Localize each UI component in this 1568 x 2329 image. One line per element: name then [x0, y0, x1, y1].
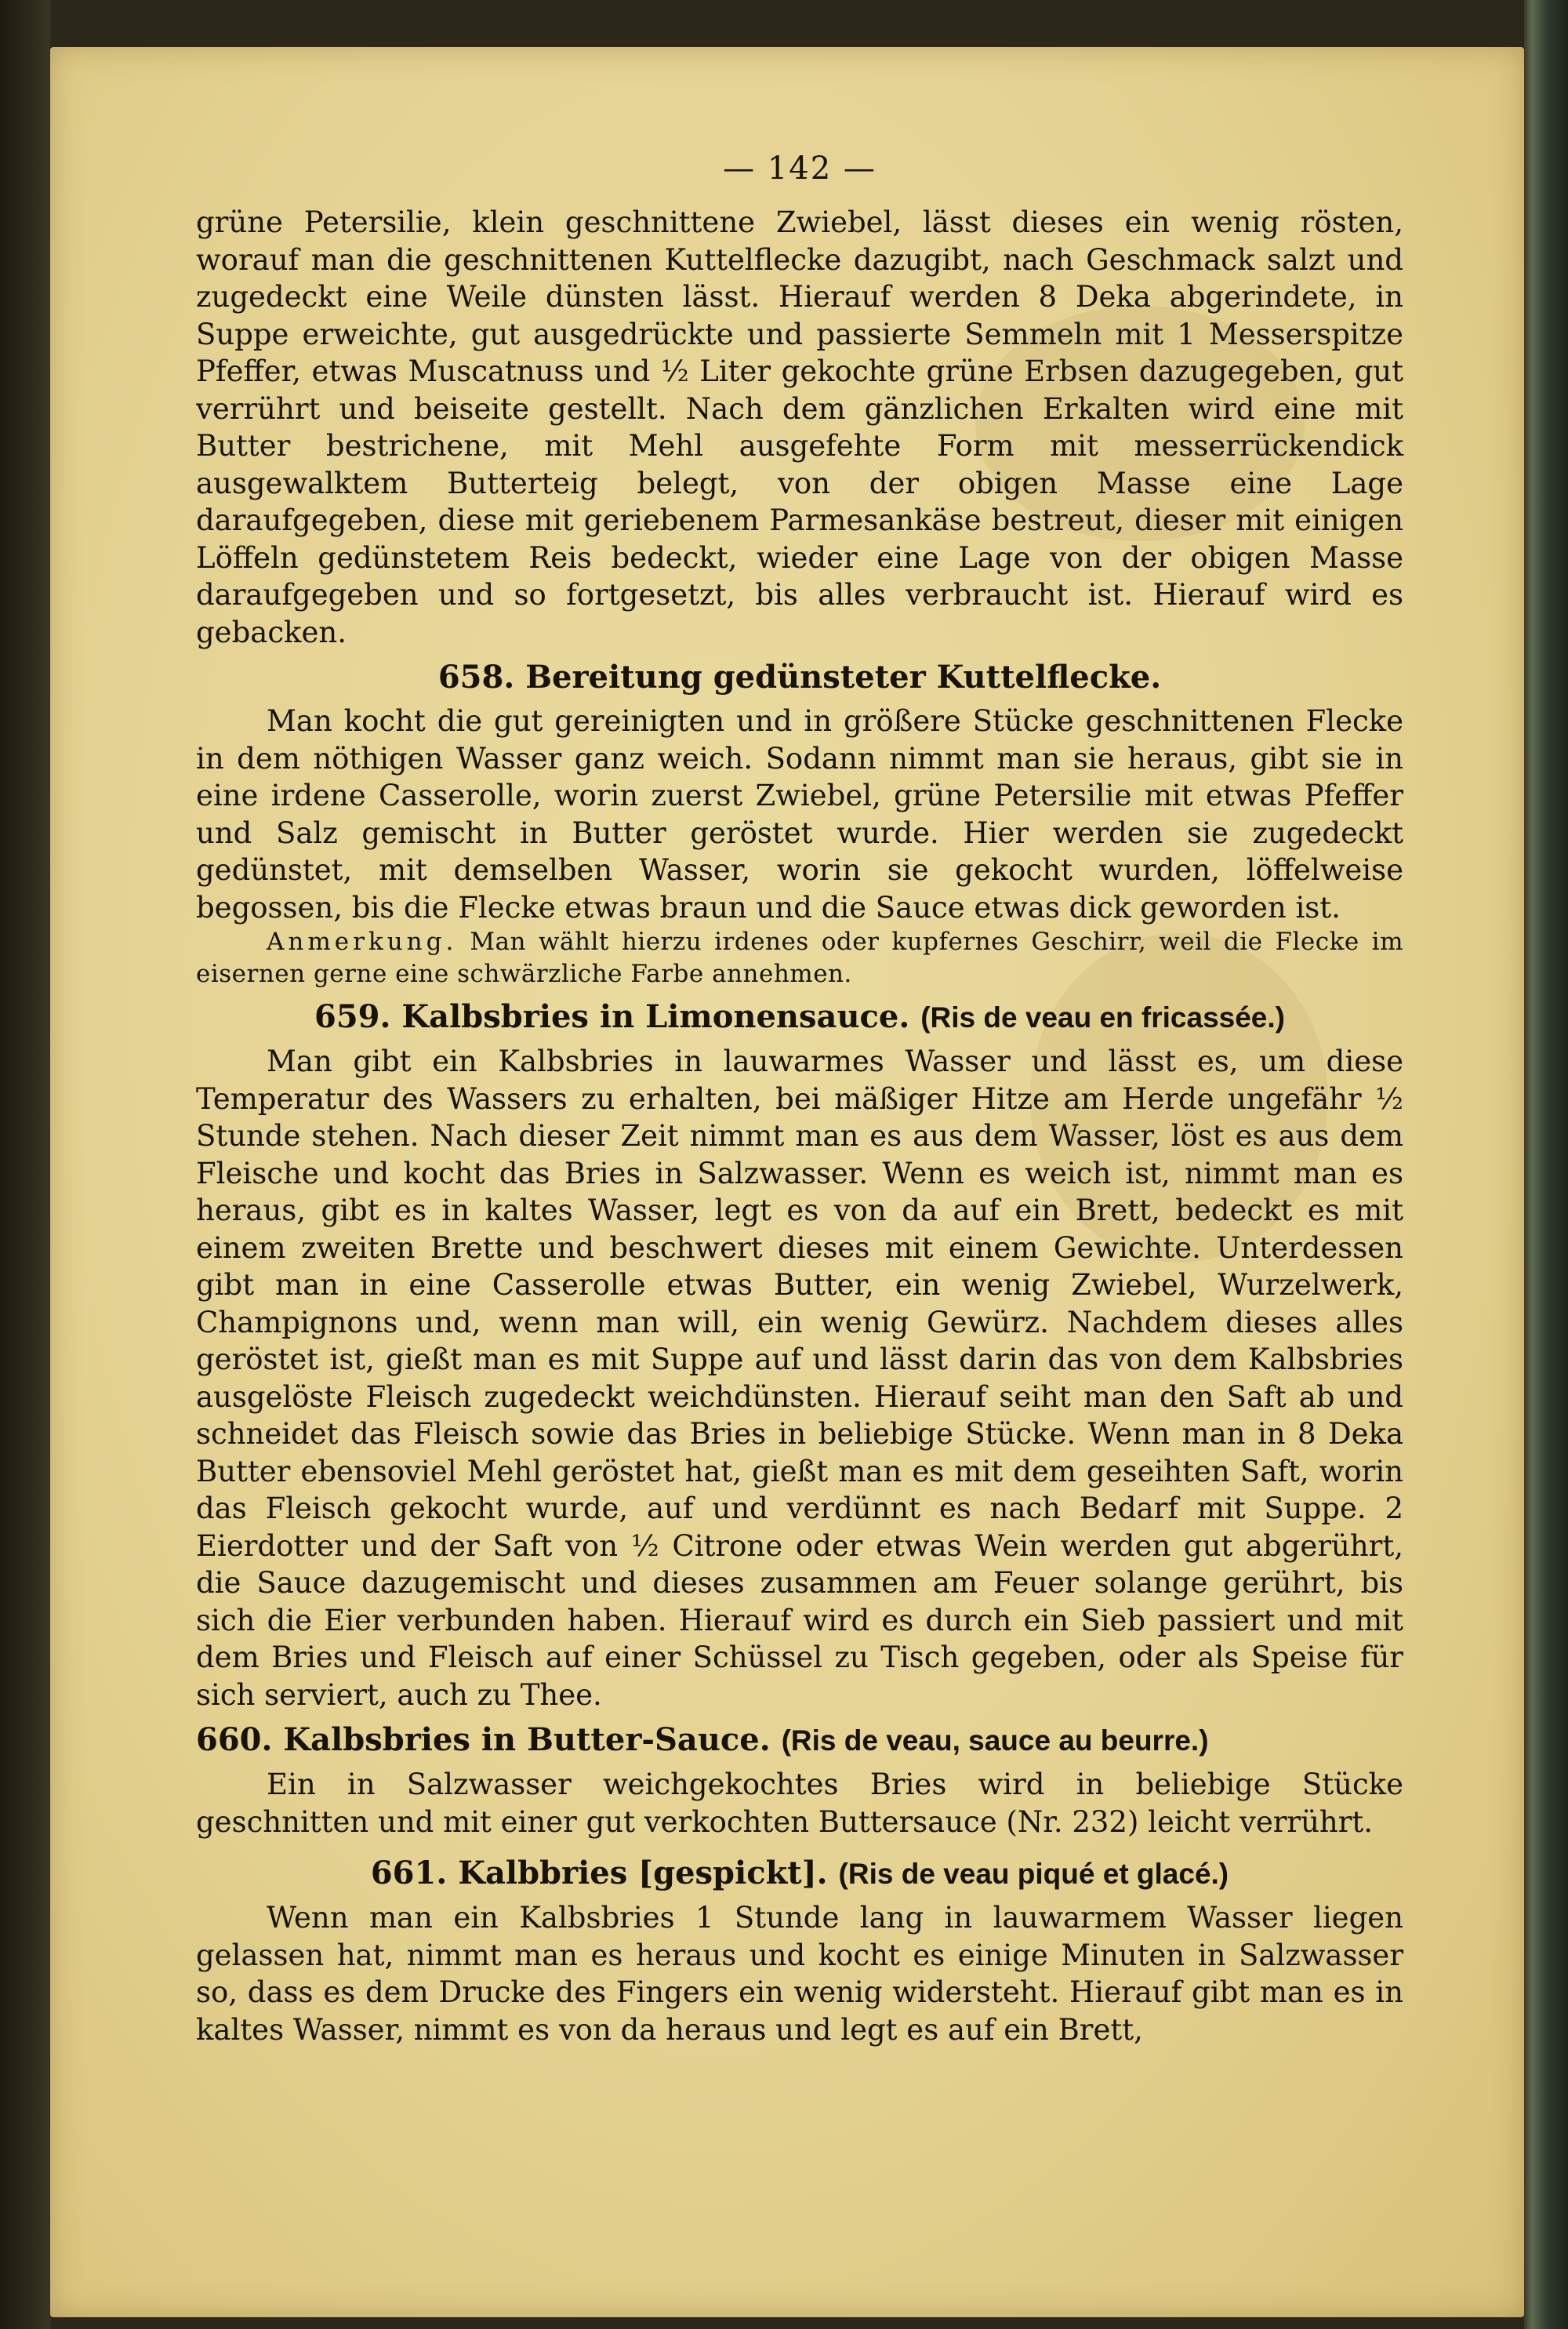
recipe-title: Bereitung gedünsteter Kuttelflecke. [525, 659, 1162, 696]
recipe-number: 659. [314, 998, 391, 1035]
page-content [196, 145, 1403, 2048]
recipe-heading-658 [196, 656, 1403, 699]
note-label: Anmerkung. [267, 928, 458, 956]
recipe-body-659: Man gibt ein Kalbsbries in lauwarmes Wasser und lässt es, um diese Temperatur des Wassers zu erhalten, bei mäßiger Hitze am Herde ungefähr ½ Stunde stehen. Nach dieser Zeit nimmt man es aus dem Wasser, löst es aus dem Fleische und kocht das Bries in Salzwasser. Wenn es weich ist, nimmt man es heraus, gibt es in kaltes Wasser, legt es von da auf ein Brett, bedeckt es mit einem zweiten Brette und beschwert dieses mit einem Gewichte. Unterdessen gibt man in eine Casserolle etwas Butter, ein wenig Zwiebel, Wurzelwerk, Champignons und, wenn man will, ein wenig Gewürz. Nachdem dieses alles geröstet ist, gießt man es mit Suppe auf und lässt darin das von dem Kalbsbries ausgelöste Fleisch zugedeckt weichdünsten. Hierauf seiht man den Saft ab und schneidet das Fleisch sowie das Bries in beliebige Stücke. Wenn man in 8 Deka Butter ebensoviel Mehl geröstet hat, gießt man es mit dem geseihten Saft, worin das Fleisch gekocht wurde, auf und verdünnt es nach Bedarf mit Suppe. 2 Eierdotter und der Saft von ½ Citrone oder etwas Wein werden gut abgerührt, die Sauce dazugemischt und dieses zusammen am Feuer solange gerührt, bis sich die Eier verbunden haben. Hierauf wird es durch ein Sieb passiert und mit dem Bries und Fleisch auf einer Schüssel zu Tisch gegeben, oder als Speise für sich serviert, auch zu Thee. [196, 1045, 1403, 1712]
recipe-number: 661. [370, 1855, 448, 1891]
recipe-title: Kalbsbries in Limonensauce. [401, 998, 910, 1035]
recipe-heading-660 [196, 1718, 1403, 1763]
note-text: Man wählt hierzu irdenes oder kupfernes Geschirr, weil die Flecke im eisernen gerne eine schwärzliche Farbe annehmen. [196, 928, 1403, 988]
continued-paragraph: grüne Petersilie, klein geschnittene Zwiebel, lässt dieses ein wenig rösten, worauf man die geschnittenen Kuttelflecke dazugibt, nach Geschmack salzt und zugedeckt eine Weile dünsten lässt. Hierauf werden 8 Deka abgerindete, in Suppe erweichte, gut ausgedrückte und passierte Semmeln mit 1 Messerspitze Pfeffer, etwas Muscatnuss und ½ Liter gekochte grüne Erbsen dazugegeben, gut verrührt und beiseite gestellt. Nach dem gänzlichen Erkalten wird eine mit Butter bestrichene, mit Mehl ausgefehte Form mit messerrückendick ausgewalktem Butterteig belegt, von der obigen Masse eine Lage daraufgegeben, diese mit geriebenem Parmesankäse bestreut, dieser mit einigen Löffeln gedünstetem Reis bedeckt, wieder eine Lage von der obigen Masse daraufgegeben und so fortgesetzt, bis alles verbraucht ist. Hierauf wird es gebacken. [196, 205, 1403, 649]
recipe-title: Kalbsbries in Butter-Sauce. [283, 1721, 771, 1758]
recipe-note-658 [196, 926, 1403, 990]
recipe-body-658: Man kocht die gut gereinigten und in größere Stücke geschnittenen Flecke in dem nöthigen Wasser ganz weich. Sodann nimmt man sie heraus, gibt sie in eine irdene Casserolle, worin zuerst Zwiebel, grüne Petersilie mit etwas Pfeffer und Salz gemischt in Butter geröstet wurde. Hier werden sie zugedeckt gedünstet, mit demselben Wasser, worin sie gekocht wurden, löffelweise begossen, bis die Flecke etwas braun und die Sauce etwas dick geworden ist. [196, 704, 1403, 925]
recipe-body-661: Wenn man ein Kalbsbries 1 Stunde lang in lauwarmem Wasser liegen gelassen hat, nimmt man es heraus und kocht es einige Minuten in Salzwasser so, dass es dem Drucke des Fingers ein wenig widersteht. Hierauf gibt man es in kaltes Wasser, nimmt es von da heraus und legt es auf ein Brett, [196, 1901, 1403, 2047]
recipe-heading-661 [196, 1851, 1403, 1896]
recipe-french-title: (Ris de veau piqué et glacé.) [838, 1858, 1229, 1890]
recipe-number: 660. [196, 1721, 273, 1758]
recipe-title: Kalbbries [gespickt]. [458, 1855, 828, 1891]
recipe-number: 658. [437, 659, 515, 696]
recipe-french-title: (Ris de veau, sauce au beurre.) [781, 1724, 1209, 1757]
recipe-body-660: Ein in Salzwasser weichgekochtes Bries wird in beliebige Stücke geschnitten und mit einer gut verkochten Buttersauce (Nr. 232) leicht verrührt. [196, 1768, 1403, 1839]
recipe-heading-659 [196, 995, 1403, 1040]
recipe-french-title: (Ris de veau en fricassée.) [920, 1001, 1285, 1034]
book-spine-edge [1524, 0, 1568, 2329]
page-number: — 142 — [723, 151, 877, 187]
